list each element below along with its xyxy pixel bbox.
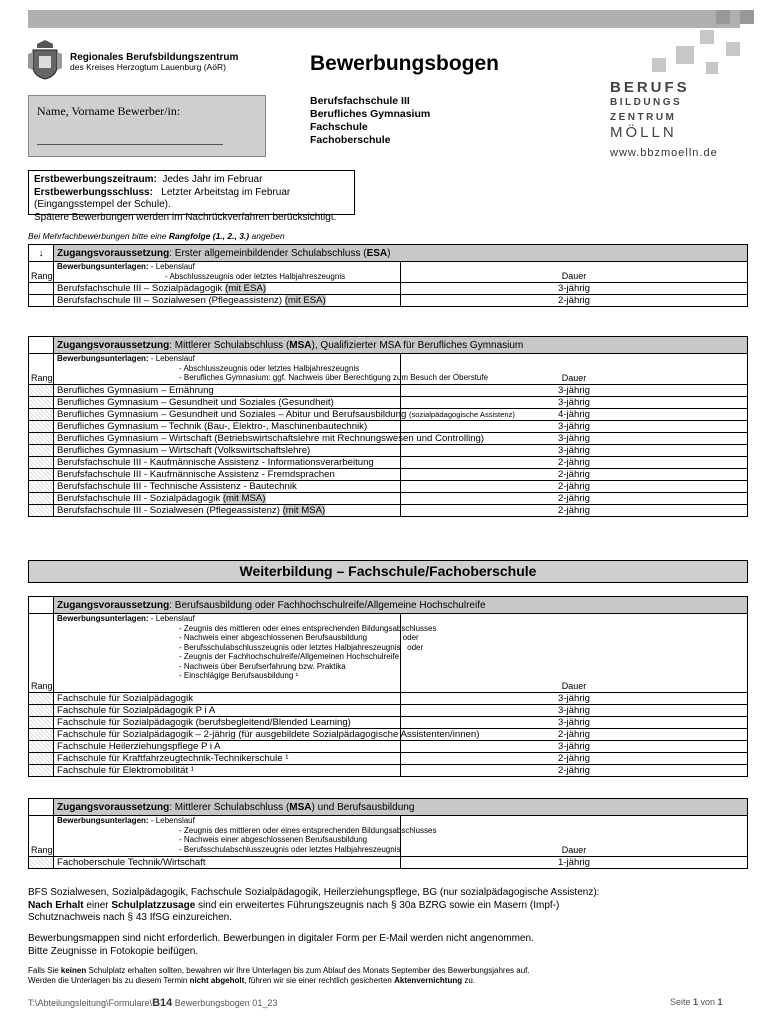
deco-square [726,42,740,56]
deco-square [706,62,718,74]
table-row: Berufsfachschule III – Sozialwesen (Pflegeassistenz) (mit ESA) 2-jährig [29,295,748,307]
ranking-hint: Bei Mehrfachbewerbungen bitte eine Rangfolge (1., 2., 3.) angeben [28,231,285,241]
school-item: Fachschule [310,121,368,133]
rank-input[interactable] [29,433,54,445]
dauer-label: Dauer [401,354,748,385]
table-row: Berufsfachschule III - Kaufmännische Assistenz - Fremdsprachen 2-jährig [29,469,748,481]
section-banner: Weiterbildung – Fachschule/Fachoberschule [28,560,748,583]
brand-word: BILDUNGS [610,97,683,108]
dauer-label: Dauer [401,262,748,283]
brand-word: MÖLLN [610,124,677,141]
rank-input[interactable] [29,717,54,729]
schluss-label: Erstbewerbungsschluss: [34,186,153,198]
table-fachschule [28,596,748,777]
table-row: Berufsfachschule III - Kaufmännische Assistenz - Informationsverarbeitung 2-jährig [29,457,748,469]
period-box [28,170,355,223]
arrow-down-icon: ↓ [29,245,54,262]
school-item: Berufsfachschule III [310,95,410,107]
rank-input[interactable] [29,385,54,397]
rank-input[interactable] [29,857,54,869]
table-row: Fachschule Heilerziehungspflege P i A 3-jährig [29,741,748,753]
page-title: Bewerbungsbogen [310,52,500,75]
rank-input[interactable] [29,295,54,307]
school-item: Fachoberschule [310,134,391,146]
table-row: Berufsfachschule III - Sozialpädagogik (mit MSA) 2-jährig [29,493,748,505]
rank-input[interactable] [29,765,54,777]
rank-input[interactable] [29,705,54,717]
rang-label: Rang [29,614,54,693]
rang-label: Rang [29,262,54,283]
brand-word: ZENTRUM [610,112,677,123]
website-url: www.bbzmoelln.de [610,147,718,159]
zeitraum-label: Erstbewerbungszeitraum: [34,174,157,185]
rank-input[interactable] [29,397,54,409]
school-list [310,95,430,147]
dauer-label: Dauer [401,614,748,693]
coat-of-arms-icon [28,40,62,80]
table-row: Fachschule für Sozialpädagogik (berufsbegleitend/Blended Learning) 3-jährig [29,717,748,729]
table-row: Berufliches Gymnasium – Technik (Bau-, Elektro-, Maschinenbautechnik) 3-jährig [29,421,748,433]
table-row: Berufliches Gymnasium – Gesundheit und Soziales – Abitur und Berufsausbildung (sozialpädagogische Assistenz) 4-jährig [29,409,748,421]
table-row: Fachschule für Elektromobilität ¹ 2-jährig [29,765,748,777]
table-row: Fachschule für Sozialpädagogik 3-jährig [29,693,748,705]
schluss-value: Letzter Arbeitstag im Februar (Eingangsstempel der Schule). [34,186,291,210]
notes-block-2: Bewerbungsmappen sind nicht erforderlich. Bewerbungen in digitaler Form per E-Mail werden nicht angenommen. Bitte Zeugnisse in Fotokopie beifügen. [28,933,534,957]
name-label: Name, Vorname Bewerber/in: [37,104,181,118]
table-fachoberschule [28,798,748,869]
rank-input[interactable] [29,505,54,517]
rank-input[interactable] [29,481,54,493]
rang-label: Rang [29,354,54,385]
table-row: Fachschule für Kraftfahrzeugtechnik-Technikerschule ¹ 2-jährig [29,753,748,765]
table-row: Fachoberschule Technik/Wirtschaft 1-jährig [29,857,748,869]
logo-line2: des Kreises Herzogtum Lauenburg (AöR) [70,62,226,72]
deco-square [676,46,694,64]
docs-cell: Bewerbungsunterlagen: - Lebenslauf - Zeugnis des mittleren oder eines entsprechenden Bildungsabschlusses - Nachweis einer abgeschlossenen Berufsausbildung oder - Berufsschulabschlusszeugnis oder letztes Halbjahreszeugnis oder - Zeugnis der Fachhochschulreife/Allgemeinen Hochschulreife - Nachweis über Berufserfahrung bzw. Praktika - Einschlägige Berufsausbildung ¹ [54,614,401,693]
later-note: Spätere Bewerbungen werden im Nachrückverfahren berücksichtigt. [34,211,337,223]
table-row: Berufsfachschule III - Technische Assistenz - Bautechnik 2-jährig [29,481,748,493]
rank-input[interactable] [29,469,54,481]
deco-square [716,10,730,24]
rank-input[interactable] [29,409,54,421]
name-box[interactable] [28,95,266,157]
zv-header: Zugangsvoraussetzung: Mittlerer Schulabschluss (MSA) und Berufsausbildung [54,799,748,816]
table-row: Fachschule für Sozialpädagogik – 2-jährig (für ausgebildete Sozialpädagogische Assistenten/innen) 2-jährig [29,729,748,741]
table-row: Berufsfachschule III - Sozialwesen (Pflegeassistenz) (mit MSA) 2-jährig [29,505,748,517]
docs-cell: Bewerbungsunterlagen: - Lebenslauf - Abschlusszeugnis oder letztes Halbjahreszeugnis - Berufliches Gymnasium: ggf. Nachweis über Berechtigung zum Besuch der Oberstufe [54,354,401,385]
zeitraum-value: Jedes Jahr im Februar [162,174,263,185]
table-msa [28,336,748,517]
table-row: Berufliches Gymnasium – Wirtschaft (Betriebswirtschaftslehre mit Rechnungswesen und Controlling) 3-jährig [29,433,748,445]
docs-cell: Bewerbungsunterlagen: - Lebenslauf - Abschlusszeugnis oder letztes Halbjahreszeugnis [54,262,401,283]
notes-block: BFS Sozialwesen, Sozialpädagogik, Fachschule Sozialpädagogik, Heilerziehungspflege, BG (nur sozialpädagogische Assistenz): Nach Erhalt einer Schulplatzzusage sind ein erweitertes Führungszeugnis nach § 30a BZRG sowie ein Masern (Impf-) Schutznachweis nach § 43 IfSG einzureichen. [28,887,600,923]
deco-square [652,58,666,72]
rank-input[interactable] [29,493,54,505]
docs-cell: Bewerbungsunterlagen: - Lebenslauf - Zeugnis des mittleren oder eines entsprechenden Bildungsabschlusses - Nachweis einer abgeschlossenen Berufsausbildung - Berufsschulabschlusszeugnis oder letztes Halbjahreszeugnis [54,816,401,857]
name-line[interactable]: _______________________________ [37,132,223,146]
zv-header: Zugangsvoraussetzung: Berufsausbildung oder Fachhochschulreife/Allgemeine Hochschulreife [54,597,748,614]
school-item: Berufliches Gymnasium [310,108,431,120]
rang-label: Rang [29,816,54,857]
zv-header: Zugangsvoraussetzung: Mittlerer Schulabschluss (MSA), Qualifizierter MSA für Berufliches Gymnasium [54,337,748,354]
fine-print: Falls Sie keinen Schulplatz erhalten sollten, bewahren wir Ihre Unterlagen bis zum Ablauf des Monats September des Bewerbungsjahres auf. Werden die Unterlagen bis zu diesem Termin nicht abgeholt, führen wir sie einer rechtlich gesicherten Aktenvernichtung zu. [28,966,530,985]
logo-line1: Regionales Berufsbildungszentrum [70,52,239,63]
rank-input[interactable] [29,445,54,457]
table-row: Berufliches Gymnasium – Ernährung 3-jährig [29,385,748,397]
rank-input[interactable] [29,693,54,705]
deco-square [740,10,754,24]
table-row: Fachschule für Sozialpädagogik P i A 3-jährig [29,705,748,717]
table-row: Berufliches Gymnasium – Gesundheit und Soziales (Gesundheit) 3-jährig [29,397,748,409]
top-bar [28,10,740,28]
dauer-label: Dauer [401,816,748,857]
table-row: Berufsfachschule III – Sozialpädagogik (mit ESA) 3-jährig [29,283,748,295]
rank-input[interactable] [29,283,54,295]
table-esa [28,244,748,307]
brand-logo [610,80,690,140]
deco-square [700,30,714,44]
footer-path: T:\Abteilungsleitung\Formulare\B14 Bewerbungsbogen 01_23 [28,997,278,1009]
rank-input[interactable] [29,421,54,433]
rank-input[interactable] [29,741,54,753]
zv-header: Zugangsvoraussetzung: Erster allgemeinbildender Schulabschluss (ESA) [54,245,748,262]
footer-page: Seite 1 von 1 [670,997,723,1007]
rank-input[interactable] [29,729,54,741]
table-row: Berufliches Gymnasium – Wirtschaft (Volkswirtschaftslehre) 3-jährig [29,445,748,457]
brand-word: BERUFS [610,79,690,96]
rank-input[interactable] [29,457,54,469]
rank-input[interactable] [29,753,54,765]
